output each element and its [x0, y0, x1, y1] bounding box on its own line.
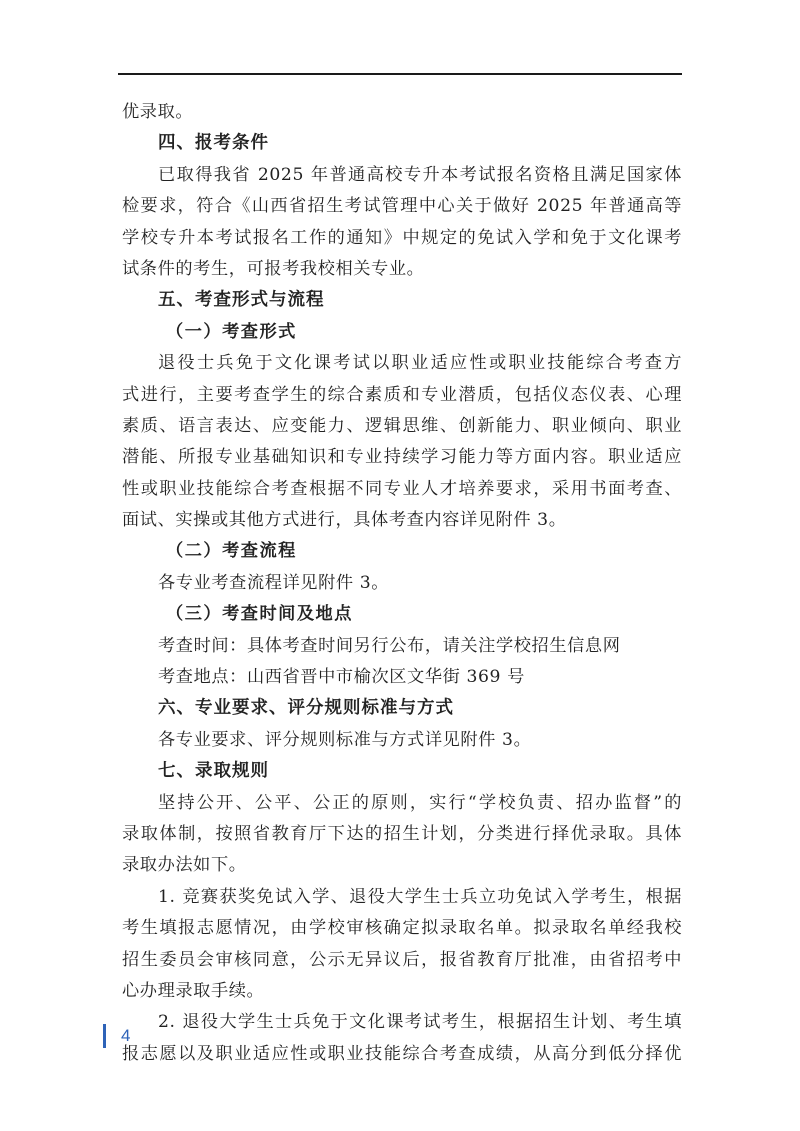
- subsection-heading: （二）考查流程: [166, 541, 297, 562]
- paragraph-line: 检要求，符合《山西省招生考试管理中心关于做好 2025 年普通高等: [122, 196, 682, 217]
- subsection-heading: （三）考查时间及地点: [166, 604, 353, 625]
- paragraph-line: 各专业要求、评分规则标准与方式详见附件 3。: [158, 729, 532, 750]
- paragraph-line: 报志愿以及职业适应性或职业技能综合考查成绩，从高分到低分择优: [122, 1043, 682, 1064]
- section-heading: 四、报考条件: [158, 133, 269, 154]
- paragraph-line: 坚持公开、公平、公正的原则，实行“学校负责、招办监督”的: [158, 792, 682, 813]
- paragraph-line: 录取办法如下。: [122, 855, 247, 876]
- paragraph-line: 试条件的考生，可报考我校相关专业。: [122, 258, 425, 279]
- header-rule: [118, 73, 682, 75]
- paragraph-line: 退役士兵免于文化课考试以职业适应性或职业技能综合考查方: [158, 353, 682, 374]
- paragraph-line: 优录取。: [122, 102, 194, 122]
- paragraph-line: 面试、实操或其他方式进行，具体考查内容详见附件 3。: [122, 510, 567, 531]
- paragraph-line: 2. 退役大学生士兵免于文化课考试考生，根据招生计划、考生填: [158, 1012, 682, 1033]
- paragraph-line: 考生填报志愿情况，由学校审核确定拟录取名单。拟录取名单经我校: [122, 918, 682, 939]
- paragraph-line: 考查时间：具体考查时间另行公布，请关注学校招生信息网: [158, 635, 621, 656]
- paragraph-line: 学校专升本考试报名工作的通知》中规定的免试入学和免于文化课考: [122, 227, 682, 248]
- page-number-bar: [103, 1024, 106, 1048]
- section-heading: 七、录取规则: [158, 761, 269, 782]
- paragraph-line: 潜能、所报专业基础知识和专业持续学习能力等方面内容。职业适应: [122, 447, 682, 468]
- paragraph-line: 1. 竞赛获奖免试入学、退役大学生士兵立功免试入学考生，根据: [158, 886, 682, 907]
- document-body: [122, 97, 682, 1070]
- section-heading: 六、专业要求、评分规则标准与方式: [158, 698, 454, 719]
- subsection-heading: （一）考查形式: [166, 321, 297, 342]
- paragraph-line: 已取得我省 2025 年普通高校专升本考试报名资格且满足国家体: [158, 164, 682, 185]
- section-heading: 五、考查形式与流程: [158, 290, 325, 311]
- paragraph-line: 考查地点：山西省晋中市榆次区文华街 369 号: [158, 667, 525, 688]
- paragraph-line: 性或职业技能综合考查根据不同专业人才培养要求，采用书面考查、: [122, 478, 682, 499]
- paragraph-line: 心办理录取手续。: [122, 980, 265, 1001]
- paragraph-line: 式进行，主要考查学生的综合素质和专业潜质，包括仪态仪表、心理: [122, 384, 682, 405]
- paragraph-line: 素质、语言表达、应变能力、逻辑思维、创新能力、职业倾向、职业: [122, 415, 682, 436]
- paragraph-line: 录取体制，按照省教育厅下达的招生计划，分类进行择优录取。具体: [122, 823, 682, 844]
- page-number: 4: [121, 1026, 131, 1045]
- paragraph-line: 招生委员会审核同意，公示无异议后，报省教育厅批准，由省招考中: [122, 949, 682, 970]
- paragraph-line: 各专业考查流程详见附件 3。: [158, 572, 390, 593]
